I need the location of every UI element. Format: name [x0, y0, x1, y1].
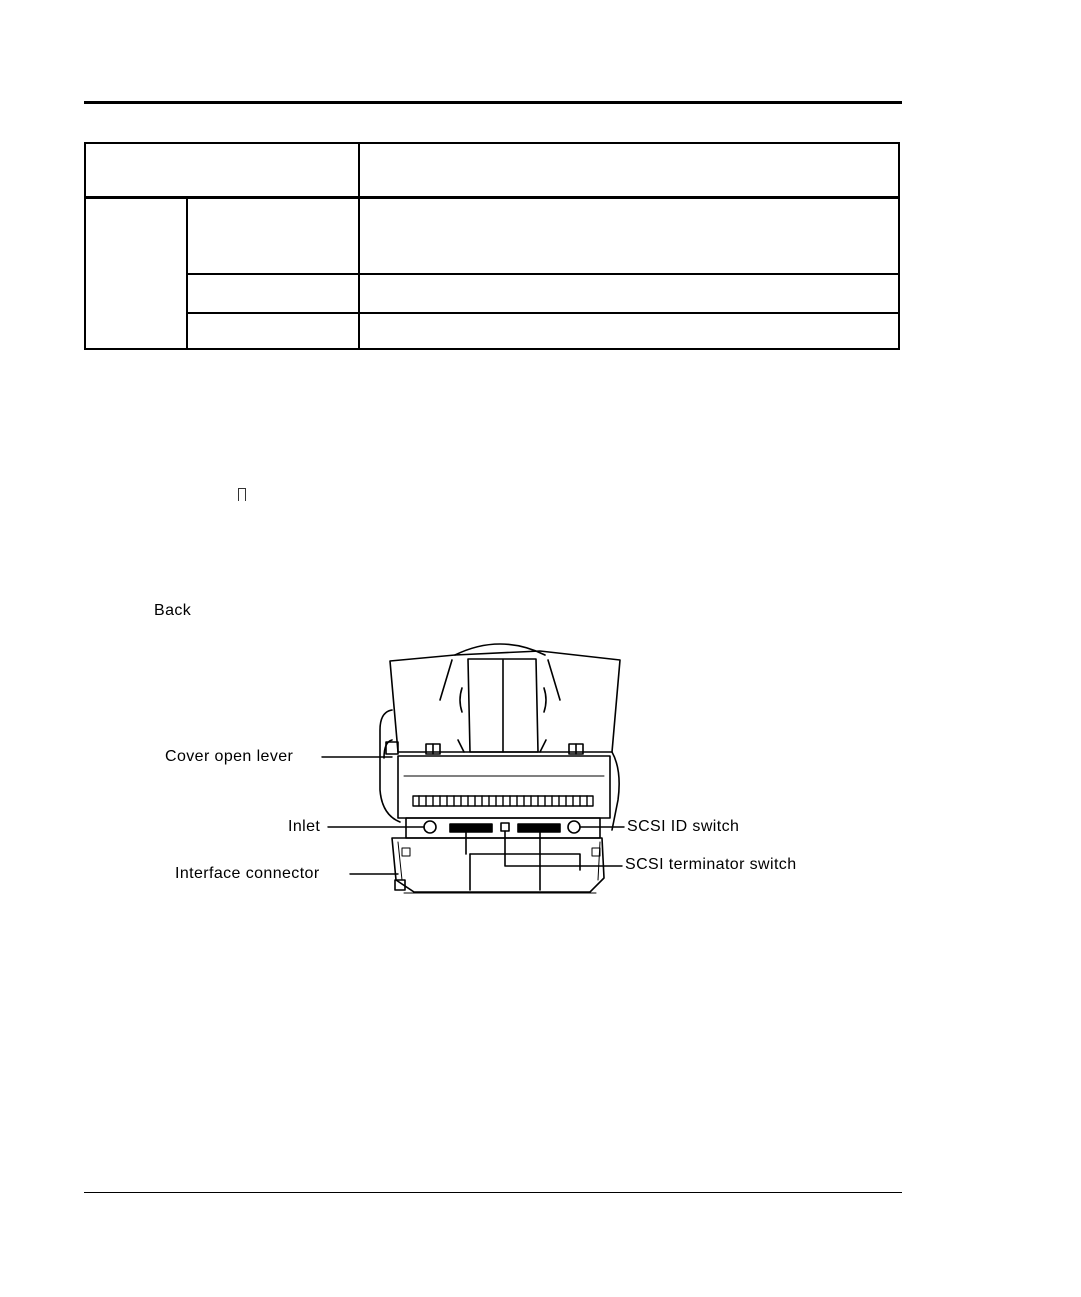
- figure-caption: Back: [154, 602, 192, 619]
- inlet-port: [424, 821, 436, 833]
- label-scsi-id-switch: SCSI ID switch: [627, 818, 740, 835]
- main-body: [398, 756, 610, 818]
- callout-lines: [322, 757, 624, 874]
- paper-chute: [390, 651, 620, 752]
- scsi-terminator-switch: [501, 823, 509, 831]
- lower-body: [392, 838, 604, 892]
- label-scsi-terminator-switch: SCSI terminator switch: [625, 856, 797, 873]
- scsi-connector-left: [450, 824, 492, 832]
- scsi-id-switch: [568, 821, 580, 833]
- label-interface-connector: Interface connector: [175, 865, 320, 882]
- footer-rule: [84, 1192, 902, 1193]
- vent-grille: [413, 796, 593, 806]
- label-cover-open-lever: Cover open lever: [165, 748, 294, 765]
- label-inlet: Inlet: [288, 818, 321, 835]
- scsi-connector-right: [518, 824, 560, 832]
